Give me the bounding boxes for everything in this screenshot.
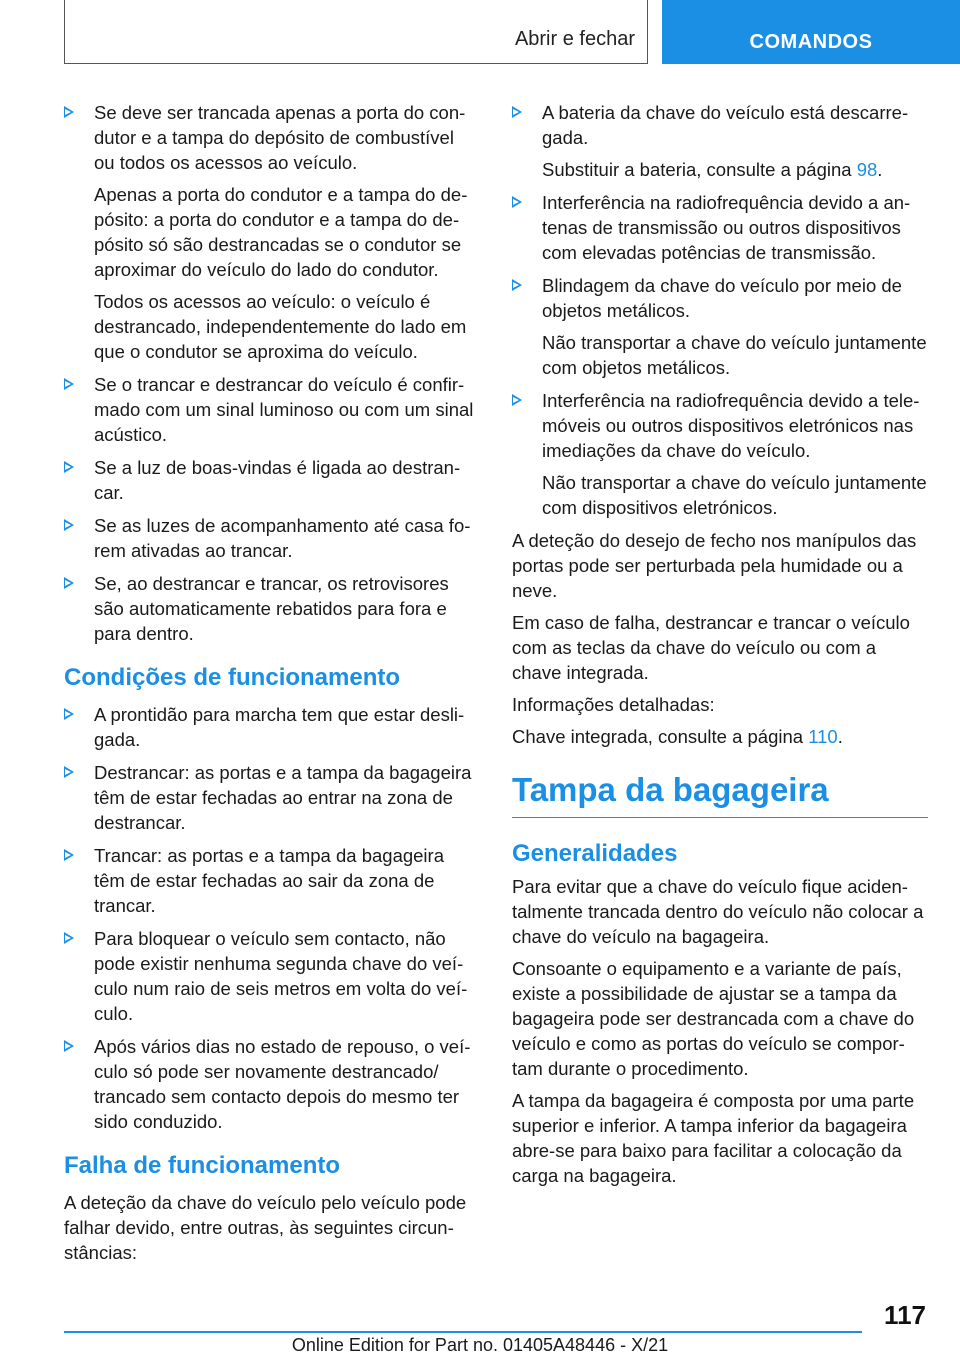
text-span: Substituir a bateria, consulte a página: [542, 159, 857, 180]
header-section-box: [64, 0, 648, 64]
paragraph: Após vários dias no estado de repouso, o veículo só pode ser novamente destrancado/ trancado sem contacto depois do mesmo ter sido conduzido.: [94, 1036, 471, 1132]
paragraph: Se, ao destrancar e trancar, os retrovisores são automaticamente rebatidos para fora e para dentro.: [94, 573, 449, 644]
section-title: Abrir e fechar: [514, 28, 635, 50]
list-item: [512, 388, 928, 520]
triangle-bullet-icon: [64, 766, 74, 778]
paragraph: Consoante o equipamento e a variante de país, existe a possibilidade de ajustar se a tampa da bagageira pode ser destrancada com a chave do veículo e como as portas do veículo se comportam durante o procedimento.: [512, 958, 915, 1079]
paragraph: Apenas a porta do condutor e a tampa do depósito: a porta do condutor e a tampa do depósito só são destrancadas se o condutor se aproximar do veículo do lado do condutor.: [94, 184, 468, 280]
list-item: [512, 273, 928, 380]
triangle-bullet-icon: [512, 279, 522, 291]
paragraph: Trancar: as portas e a tampa da bagageira têm de estar fechadas ao sair da zona de trancar.: [94, 845, 444, 916]
paragraph: Informações detalhadas:: [512, 694, 715, 715]
heading-failure: Falha de funcionamento: [64, 1152, 341, 1179]
paragraph: A bateria da chave do veículo está descarregada.: [542, 102, 909, 148]
paragraph: A deteção do desejo de fecho nos manípulos das portas pode ser perturbada pela humidade ou a neve.: [512, 530, 917, 601]
triangle-bullet-icon: [64, 932, 74, 944]
paragraph: Se a luz de boas-vindas é ligada ao destrancar.: [94, 457, 461, 503]
heading-tailgate: Tampa da bagageira: [512, 771, 928, 818]
text-span: .: [877, 159, 883, 180]
list-item: [64, 926, 478, 1026]
paragraph: [542, 157, 928, 182]
triangle-bullet-icon: [512, 106, 522, 118]
list-item: [512, 190, 928, 265]
paragraph: Para evitar que a chave do veículo fique acidentalmente trancada dentro do veículo não colocar a chave do veículo na bagageira.: [512, 876, 924, 947]
list-item: [64, 455, 478, 505]
triangle-bullet-icon: [64, 378, 74, 390]
footer-divider: [64, 1331, 862, 1333]
paragraph: Se o trancar e destrancar do veículo é confirmado com um sinal luminoso ou com um sinal acústico.: [94, 374, 474, 445]
paragraph: Não transportar a chave do veículo juntamente com dispositivos eletrónicos.: [542, 472, 927, 518]
chapter-tab: [662, 0, 960, 64]
triangle-bullet-icon: [64, 849, 74, 861]
paragraph: A tampa da bagageira é composta por uma parte superior e inferior. A tampa inferior da bagageira abre-se para baixo para facilitar a colocação da carga na bagageira.: [512, 1090, 915, 1186]
paragraph: Interferência na radiofrequência devido a telemóveis ou outros dispositivos eletrónicos nas imediações da chave do veículo.: [542, 390, 920, 461]
triangle-bullet-icon: [64, 1040, 74, 1052]
triangle-bullet-icon: [512, 394, 522, 406]
paragraph: A prontidão para marcha tem que estar desligada.: [94, 704, 465, 750]
chapter-title: COMANDOS: [749, 31, 873, 53]
page-header: [0, 0, 960, 66]
triangle-bullet-icon: [512, 196, 522, 208]
paragraph: A deteção da chave do veículo pelo veículo pode falhar devido, entre outras, às seguintes circunstâncias:: [64, 1192, 467, 1263]
list-item: [64, 1034, 478, 1134]
list-item: [64, 843, 478, 918]
page-link-110[interactable]: 110: [808, 726, 838, 747]
paragraph: Para bloquear o veículo sem contacto, não pode existir nenhuma segunda chave do veículo num raio de seis metros em volta do veículo.: [94, 928, 468, 1024]
text-span: .: [837, 726, 843, 747]
list-item: [64, 100, 478, 364]
text-span: Chave integrada, consulte a página: [512, 726, 809, 747]
list-item: [64, 372, 478, 447]
paragraph: Se as luzes de acompanhamento até casa forem ativadas ao trancar.: [94, 515, 471, 561]
list-item: [64, 760, 478, 835]
page-link-98[interactable]: 98: [856, 159, 878, 180]
paragraph: Não transportar a chave do veículo juntamente com objetos metálicos.: [542, 332, 927, 378]
left-column: [64, 100, 478, 1272]
page-number: 117: [884, 1300, 926, 1330]
heading-conditions: Condições de funcionamento: [64, 664, 401, 691]
edition-text: Online Edition for Part no. 01405A48446 - X/21: [291, 1335, 669, 1355]
footer: [0, 1335, 960, 1356]
paragraph: Blindagem da chave do veículo por meio de objetos metálicos.: [542, 275, 902, 321]
paragraph: Interferência na radiofrequência devido a antenas de transmissão ou outros dispositivos com elevadas potências de transmissão.: [542, 192, 911, 263]
triangle-bullet-icon: [64, 519, 74, 531]
list-item: [64, 702, 478, 752]
paragraph: [512, 724, 928, 749]
triangle-bullet-icon: [64, 461, 74, 473]
list-item: [64, 571, 478, 646]
paragraph: Se deve ser trancada apenas a porta do condutor e a tampa do depósito de combustível ou todos os acessos ao veículo.: [94, 102, 466, 173]
triangle-bullet-icon: [64, 106, 74, 118]
right-column: [512, 100, 928, 1195]
paragraph: Todos os acessos ao veículo: o veículo é destrancado, independentemente do lado em que o condutor se aproxima do veículo.: [94, 291, 467, 362]
list-item: [512, 100, 928, 182]
paragraph: Destrancar: as portas e a tampa da bagageira têm de estar fechadas ao entrar na zona de destrancar.: [94, 762, 472, 833]
heading-general: Generalidades: [512, 840, 678, 867]
list-item: [64, 513, 478, 563]
paragraph: Em caso de falha, destrancar e trancar o veículo com as teclas da chave do veículo ou com a chave integrada.: [512, 612, 910, 683]
triangle-bullet-icon: [64, 708, 74, 720]
triangle-bullet-icon: [64, 577, 74, 589]
